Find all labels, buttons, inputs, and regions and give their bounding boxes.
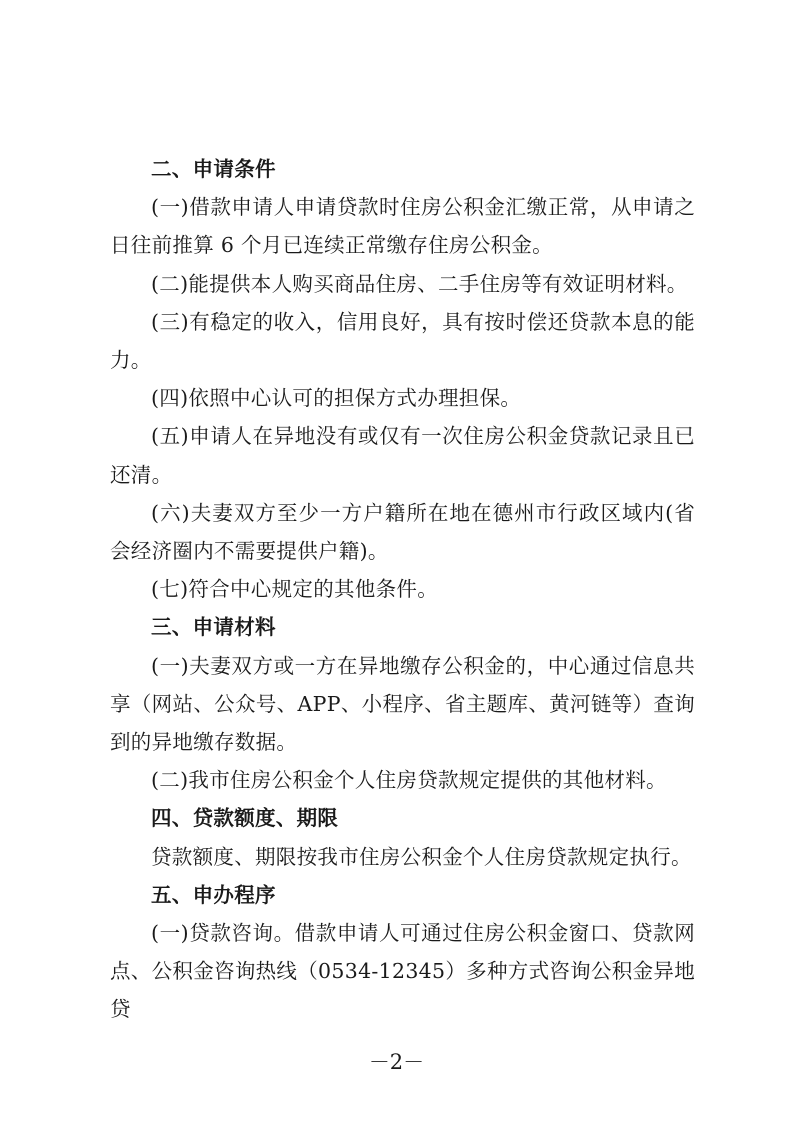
section-heading-application-materials: 三、申请材料 bbox=[151, 615, 276, 640]
material-item-2: (二)我市住房公积金个人住房贷款规定提供的其他材料。 bbox=[151, 768, 667, 793]
condition-item-1: (一)借款申请人申请贷款时住房公积金汇缴正常，从申请之日往前推算 6 个月已连续正常缴存住房公积金。 bbox=[110, 195, 695, 258]
condition-item-5: (五)申请人在异地没有或仅有一次住房公积金贷款记录且已还清。 bbox=[110, 424, 695, 487]
condition-item-3: (三)有稳定的收入，信用良好，具有按时偿还贷款本息的能力。 bbox=[110, 309, 695, 373]
section-heading-procedure: 五、申办程序 bbox=[151, 882, 276, 907]
material-item-1: (一)夫妻双方或一方在异地缴存公积金的，中心通过信息共享（网站、公众号、APP、小程序、省主题库、黄河链等）查询到的异地缴存数据。 bbox=[110, 653, 695, 755]
condition-item-7: (七)符合中心规定的其他条件。 bbox=[151, 577, 438, 602]
condition-item-4: (四)依照中心认可的担保方式办理担保。 bbox=[151, 386, 522, 411]
condition-item-2: (二)能提供本人购买商品住房、二手住房等有效证明材料。 bbox=[151, 271, 688, 296]
procedure-item-1: (一)贷款咨询。借款申请人可通过住房公积金窗口、贷款网点、公积金咨询热线（0534-12345）多种方式咨询公积金异地贷 bbox=[110, 921, 695, 1022]
document-body bbox=[110, 150, 695, 1029]
loan-amount-term-text: 贷款额度、期限按我市住房公积金个人住房贷款规定执行。 bbox=[151, 844, 692, 869]
page-number: －2－ bbox=[368, 1050, 425, 1074]
section-heading-loan-amount-term: 四、贷款额度、期限 bbox=[151, 806, 339, 831]
section-heading-application-conditions: 二、申请条件 bbox=[151, 157, 276, 181]
condition-item-6: (六)夫妻双方至少一方户籍所在地在德州市行政区域内(省会经济圈内不需要提供户籍)。 bbox=[110, 500, 695, 564]
